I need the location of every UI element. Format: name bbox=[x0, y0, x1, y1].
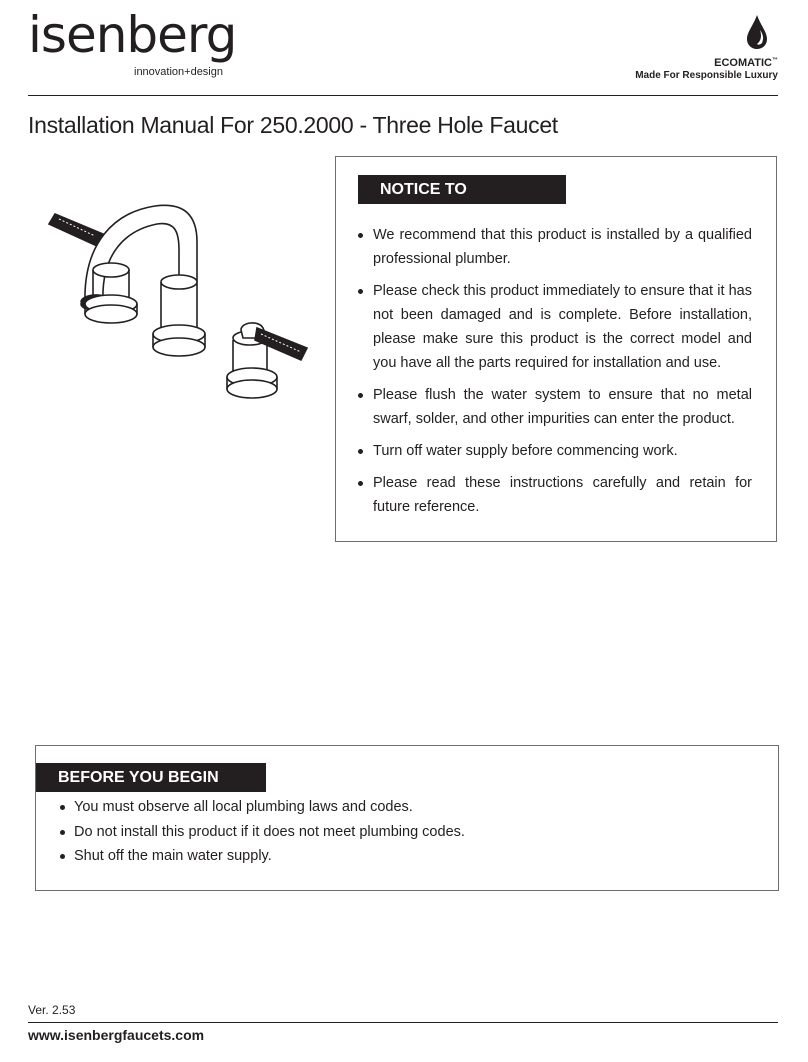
water-drop-icon bbox=[746, 14, 768, 50]
list-item: Please check this product immediately to ensure that it has not been damaged and is complete. Before installation, please make sure this product is the correct model and you have all the parts required for installation and use. bbox=[358, 279, 752, 375]
ecomatic-badge bbox=[635, 14, 778, 81]
list-item: Shut off the main water supply. bbox=[60, 844, 465, 869]
list-item: Turn off water supply before commencing work. bbox=[358, 439, 752, 463]
before-you-begin-box bbox=[35, 745, 779, 891]
list-item: Do not install this product if it does not meet plumbing codes. bbox=[60, 820, 465, 845]
list-item: Please flush the water system to ensure that no metal swarf, solder, and other impurities can enter the product. bbox=[358, 383, 752, 431]
footer-divider bbox=[28, 1022, 778, 1023]
version-label: Ver. 2.53 bbox=[28, 1003, 76, 1017]
logo-wordmark: isenberg bbox=[28, 6, 237, 64]
before-you-begin-list bbox=[60, 795, 465, 869]
list-item: Please read these instructions carefully and retain for future reference. bbox=[358, 471, 752, 519]
faucet-illustration bbox=[45, 172, 315, 402]
list-item: We recommend that this product is installed by a qualified professional plumber. bbox=[358, 223, 752, 271]
before-you-begin-heading: BEFORE YOU BEGIN bbox=[36, 763, 266, 792]
header-divider bbox=[28, 95, 778, 96]
logo-tagline: innovation+design bbox=[134, 66, 223, 78]
website-link[interactable]: www.isenbergfaucets.com bbox=[28, 1027, 205, 1043]
ecomatic-tagline: Made For Responsible Luxury bbox=[635, 70, 778, 81]
ecomatic-name: ECOMATIC™ bbox=[714, 57, 778, 69]
brand-logo bbox=[28, 6, 248, 80]
page-title: Installation Manual For 250.2000 - Three Hole Faucet bbox=[28, 112, 558, 138]
notice-box bbox=[335, 156, 777, 542]
notice-list bbox=[358, 223, 752, 527]
list-item: You must observe all local plumbing laws and codes. bbox=[60, 795, 465, 820]
notice-heading: NOTICE TO HOMEOWNER bbox=[358, 175, 566, 204]
